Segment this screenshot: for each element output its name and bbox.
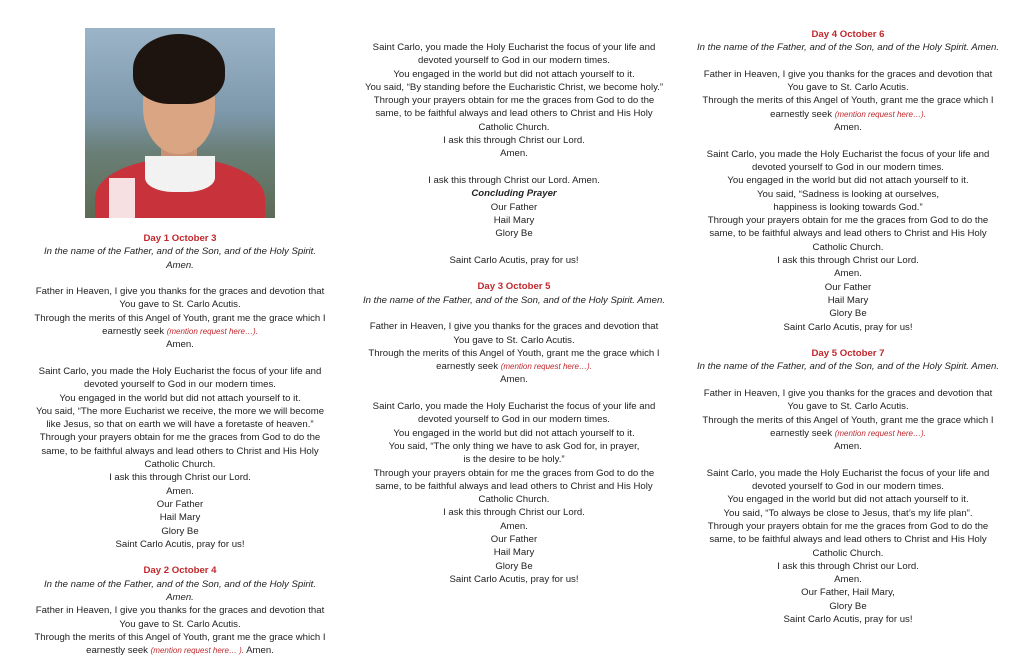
day1-saint-line3: You engaged in the world but did not attach yourself to it. <box>59 392 301 404</box>
day5-saint-line3: You engaged in the world but did not attach yourself to it. <box>727 494 969 506</box>
day3-thanks-line1: Father in Heaven, I give you thanks for the graces and devotion that <box>369 321 659 333</box>
day1-saint-line1: Saint Carlo, you made the Holy Eucharist the focus of your life and <box>38 365 322 377</box>
day4-glory-be: Glory Be <box>829 308 867 320</box>
day1-prayers-line1: Through your prayers obtain for me the graces from God to do the <box>39 432 321 444</box>
day4-request: (mention request here…). <box>834 109 926 119</box>
day2-saint-line2: devoted yourself to God in our modern times. <box>418 55 610 67</box>
day4-prayers-line1: Through your prayers obtain for me the graces from God to do the <box>707 215 989 227</box>
day3-prayers-line3: Catholic Church. <box>478 494 550 506</box>
day5-saint-line1: Saint Carlo, you made the Holy Eucharist the focus of your life and <box>706 467 990 479</box>
day4-pray: Saint Carlo Acutis, pray for us! <box>783 321 913 333</box>
concluding-prayer-heading: Concluding Prayer <box>471 188 557 200</box>
day1-thanks-line2: You gave to St. Carlo Acutis. <box>119 299 241 311</box>
day5-glory-be: Glory Be <box>829 600 867 612</box>
day3-amen2: Amen. <box>500 520 528 532</box>
day1-quote-line2: like Jesus, so that on earth we will have a foretaste of heaven.” <box>46 419 314 431</box>
day5-pray: Saint Carlo Acutis, pray for us! <box>783 614 913 626</box>
day2-merits-line2 <box>30 644 330 657</box>
day3-request: (mention request here…). <box>500 362 592 372</box>
day5-prayers-line3: Catholic Church. <box>812 547 884 559</box>
day4-prayers-line3: Catholic Church. <box>812 241 884 253</box>
column-3 <box>696 28 1000 626</box>
day1-merits-line1: Through the merits of this Angel of Youth, grant me the grace which I <box>34 312 326 324</box>
day5-merits-line2 <box>696 427 1000 440</box>
day3-saint-line2: devoted yourself to God in our modern times. <box>418 414 610 426</box>
day3-glory-be: Glory Be <box>495 560 533 572</box>
day1-pray: Saint Carlo Acutis, pray for us! <box>115 538 245 550</box>
day2-amen: Amen. <box>244 645 274 657</box>
day5-saint-line2: devoted yourself to God in our modern times. <box>752 481 944 493</box>
column-2 <box>362 41 666 586</box>
day4-saint-line1: Saint Carlo, you made the Holy Eucharist the focus of your life and <box>706 148 990 160</box>
day1-thanks-line1: Father in Heaven, I give you thanks for the graces and devotion that <box>35 286 325 298</box>
day1-amen: Amen. <box>166 339 194 351</box>
day3-merits-line2 <box>362 360 666 373</box>
day1-amen2: Amen. <box>166 485 194 497</box>
day5-quote: You said, “To always be close to Jesus, that’s my life plan”. <box>723 507 973 519</box>
day1-title: Day 1 October 3 <box>143 233 217 244</box>
day2-thanks-line2: You gave to St. Carlo Acutis. <box>119 618 241 630</box>
day3-title: Day 3 October 5 <box>477 281 551 293</box>
day1-request: (mention request here…). <box>166 327 258 337</box>
day4-thanks-line2: You gave to St. Carlo Acutis. <box>787 82 909 94</box>
day4-saint-line3: You engaged in the world but did not attach yourself to it. <box>727 175 969 187</box>
day3-saint-line1: Saint Carlo, you made the Holy Eucharist the focus of your life and <box>372 401 656 413</box>
day4-title: Day 4 October 6 <box>811 29 885 40</box>
day2-prayers-line1: Through your prayers obtain for me the graces from God to do the <box>373 95 655 107</box>
day3-quote-line1: You said, “The only thing we have to ask God for, in prayer, <box>388 440 640 452</box>
day1-merits-text: earnestly seek <box>102 326 167 338</box>
day2-request: (mention request here… ). <box>150 646 245 656</box>
day3-thanks-line2: You gave to St. Carlo Acutis. <box>453 334 575 346</box>
day2-hail-mary: Hail Mary <box>493 214 535 226</box>
day5-request: (mention request here…). <box>834 428 926 438</box>
day4-ask: I ask this through Christ our Lord. <box>777 255 919 267</box>
day1-our-father: Our Father <box>156 498 204 510</box>
day2-ask: I ask this through Christ our Lord. <box>443 135 585 147</box>
day5-ask: I ask this through Christ our Lord. <box>777 560 919 572</box>
day3-pray: Saint Carlo Acutis, pray for us! <box>449 573 579 585</box>
day5-amen2: Amen. <box>834 574 862 586</box>
photo-hair <box>133 34 225 104</box>
day2-prayers-line3: Catholic Church. <box>478 121 550 133</box>
day3-prayers-line2: same, to be faithful always and lead others to Christ and His Holy <box>375 480 653 492</box>
day1-ask: I ask this through Christ our Lord. <box>109 472 251 484</box>
day5-merits-line1: Through the merits of this Angel of Youth, grant me the grace which I <box>702 414 994 426</box>
day4-thanks-line1: Father in Heaven, I give you thanks for the graces and devotion that <box>703 68 993 80</box>
portrait-photo <box>85 28 275 218</box>
day5-prayers-line2: same, to be faithful always and lead others to Christ and His Holy <box>709 534 987 546</box>
day2-invocation: In the name of the Father, and of the Son, and of the Holy Spirit. Amen. <box>44 578 316 604</box>
day3-invocation: In the name of the Father, and of the Son, and of the Holy Spirit. Amen. <box>362 294 666 306</box>
day2-merits-text: earnestly seek <box>86 645 151 657</box>
day4-amen: Amen. <box>834 122 862 134</box>
day3-merits-line1: Through the merits of this Angel of Youth, grant me the grace which I <box>368 347 660 359</box>
day1-hail-mary: Hail Mary <box>159 512 201 524</box>
day4-amen2: Amen. <box>834 268 862 280</box>
day4-our-father: Our Father <box>824 281 872 293</box>
day3-ask: I ask this through Christ our Lord. <box>443 507 585 519</box>
day1-merits-line2 <box>30 325 330 338</box>
day5-prayers-line1: Through your prayers obtain for me the graces from God to do the <box>707 520 989 532</box>
day3-hail-mary: Hail Mary <box>493 547 535 559</box>
day4-quote-line1: You said, “Sadness is looking at ourselves, <box>756 188 940 200</box>
day5-title: Day 5 October 7 <box>811 348 885 360</box>
day3-merits-text: earnestly seek <box>436 361 501 373</box>
day1-glory-be: Glory Be <box>161 525 199 537</box>
day2-title: Day 2 October 4 <box>143 565 217 577</box>
photo-stripe <box>109 178 135 218</box>
day2-glory-be: Glory Be <box>495 228 533 240</box>
day4-merits-text: earnestly seek <box>770 108 835 120</box>
day1-quote-line1: You said, “The more Eucharist we receive, the more we will become <box>35 405 325 417</box>
day5-our-father-hail-mary: Our Father, Hail Mary, <box>801 587 895 599</box>
day3-saint-line3: You engaged in the world but did not attach yourself to it. <box>393 427 635 439</box>
day2-amen2: Amen. <box>500 148 528 160</box>
day4-quote-line2: happiness is looking towards God.” <box>773 201 923 213</box>
day2-ask-amen: I ask this through Christ our Lord. Amen. <box>428 174 600 186</box>
day2-our-father: Our Father <box>490 201 538 213</box>
day3-quote-line2: is the desire to be holy.” <box>463 454 565 466</box>
day3-our-father: Our Father <box>490 533 538 545</box>
day4-hail-mary: Hail Mary <box>827 294 869 306</box>
day1-prayers-line2: same, to be faithful always and lead others to Christ and His Holy <box>41 445 319 457</box>
day1-saint-line2: devoted yourself to God in our modern times. <box>84 379 276 391</box>
day4-prayers-line2: same, to be faithful always and lead others to Christ and His Holy <box>709 228 987 240</box>
day3-prayers-line1: Through your prayers obtain for me the graces from God to do the <box>373 467 655 479</box>
day4-merits-line2 <box>696 108 1000 121</box>
day2-pray: Saint Carlo Acutis, pray for us! <box>449 254 579 266</box>
day5-thanks-line2: You gave to St. Carlo Acutis. <box>787 401 909 413</box>
day4-merits-line1: Through the merits of this Angel of Youth, grant me the grace which I <box>702 95 994 107</box>
day3-amen: Amen. <box>500 374 528 386</box>
column-1 <box>30 0 330 658</box>
day2-saint-line3: You engaged in the world but did not attach yourself to it. <box>393 68 635 80</box>
day2-merits-line1: Through the merits of this Angel of Youth, grant me the grace which I <box>34 631 326 643</box>
day1-prayers-line3: Catholic Church. <box>144 459 216 471</box>
day4-saint-line2: devoted yourself to God in our modern times. <box>752 161 944 173</box>
day2-saint-line1: Saint Carlo, you made the Holy Eucharist the focus of your life and <box>372 42 656 53</box>
photo-collar <box>145 156 215 192</box>
day1-invocation: In the name of the Father, and of the Son, and of the Holy Spirit. Amen. <box>44 246 316 271</box>
day2-thanks-line1: Father in Heaven, I give you thanks for the graces and devotion that <box>35 605 325 617</box>
day5-amen: Amen. <box>834 441 862 453</box>
day5-merits-text: earnestly seek <box>770 427 835 439</box>
day4-invocation: In the name of the Father, and of the Son, and of the Holy Spirit. Amen. <box>696 42 1000 54</box>
day5-thanks-line1: Father in Heaven, I give you thanks for the graces and devotion that <box>703 388 993 400</box>
day2-prayers-line2: same, to be faithful always and lead others to Christ and His Holy <box>375 108 653 120</box>
day2-quote: You said, “By standing before the Eucharistic Christ, we become holy.” <box>364 81 664 93</box>
day5-invocation: In the name of the Father, and of the Son, and of the Holy Spirit. Amen. <box>696 361 1000 373</box>
